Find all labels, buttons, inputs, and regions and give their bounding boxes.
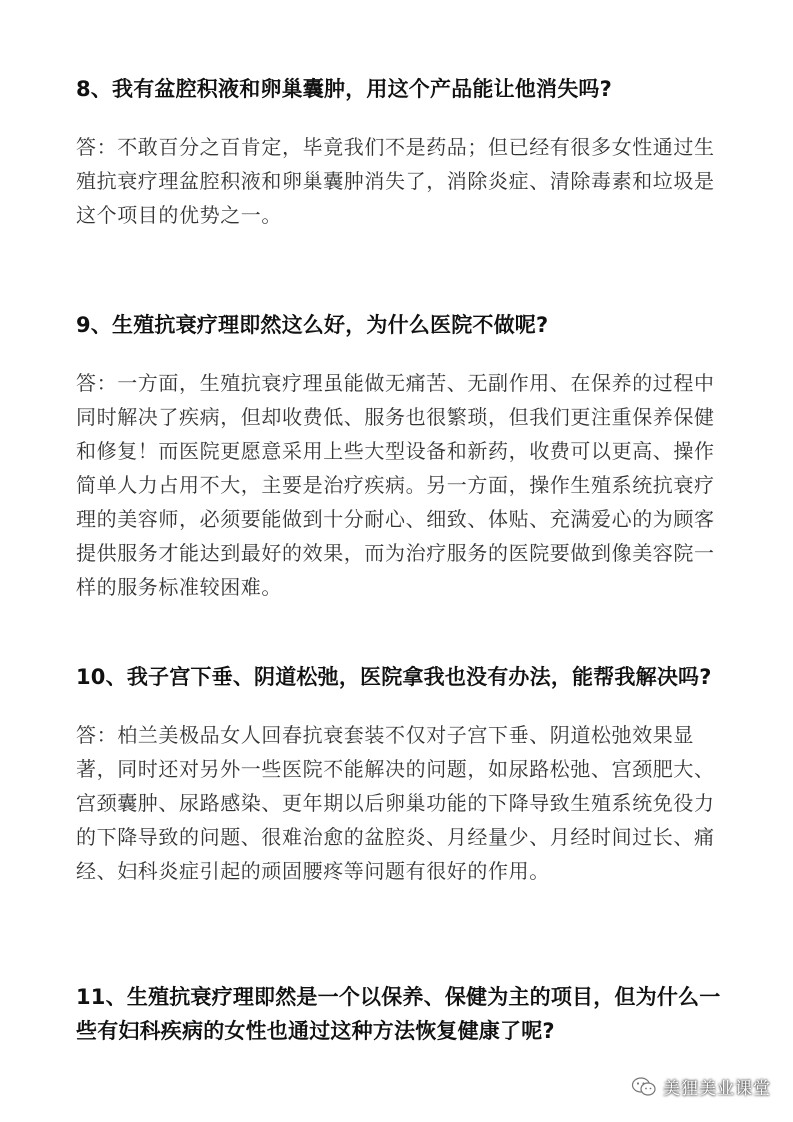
watermark-text: 美狸美业课堂: [663, 1079, 771, 1099]
answer-paragraph: 答：一方面，生殖抗衰疗理虽能做无痛苦、无副作用、在保养的过程中同时解决了疾病，但却收费低、服务也很繁琐，但我们更注重保养保健和修复！而医院更愿意采用上些大型设备和新药，收费可以更高、操作简单人力占用不大，主要是治疗疾病。另一方面，操作生殖系统抗衰疗理的美容师，必须要能做到十分耐心、细致、体贴、充满爱心的为顾客提供服务才能达到最好的效果，而为治疗服务的医院要做到像美容院一样的服务标准较困难。: [76, 371, 715, 599]
question-heading: 10、我子宫下垂、阴道松弛，医院拿我也没有办法，能帮我解决吗?: [76, 665, 712, 689]
qa-item: [76, 72, 726, 232]
question-heading: 9、生殖抗衰疗理即然这么好，为什么医院不做呢?: [76, 313, 549, 337]
question-heading: 11、生殖抗衰疗理即然是一个以保养、保健为主的项目，但为什么一些有妇科疾病的女性也通过这种方法恢复健康了呢?: [76, 985, 721, 1043]
answer-paragraph: 答：柏兰美极品女人回春抗衰套装不仅对子宫下垂、阴道松弛效果显著，同时还对另外一些医院不能解决的问题，如尿路松弛、宫颈肥大、宫颈囊肿、尿路感染、更年期以后卵巢功能的下降导致生殖系统免役力的下降导致的问题、很难治愈的盆腔炎、月经量少、月经时间过长、痛经、妇科炎症引起的顽固腰疼等问题有很好的作用。: [76, 723, 715, 883]
question-heading: 8、我有盆腔积液和卵巢囊肿，用这个产品能让他消失吗?: [76, 77, 612, 101]
watermark: [631, 1074, 771, 1099]
qa-item: [76, 308, 726, 604]
qa-item: [76, 660, 726, 888]
qa-item: [76, 980, 726, 1048]
wechat-icon: [631, 1076, 657, 1098]
answer-paragraph: 答：不敢百分之百肯定，毕竟我们不是药品；但已经有很多女性通过生殖抗衰疗理盆腔积液和卵巢囊肿消失了，消除炎症、清除毒素和垃圾是这个项目的优势之一。: [76, 135, 715, 227]
